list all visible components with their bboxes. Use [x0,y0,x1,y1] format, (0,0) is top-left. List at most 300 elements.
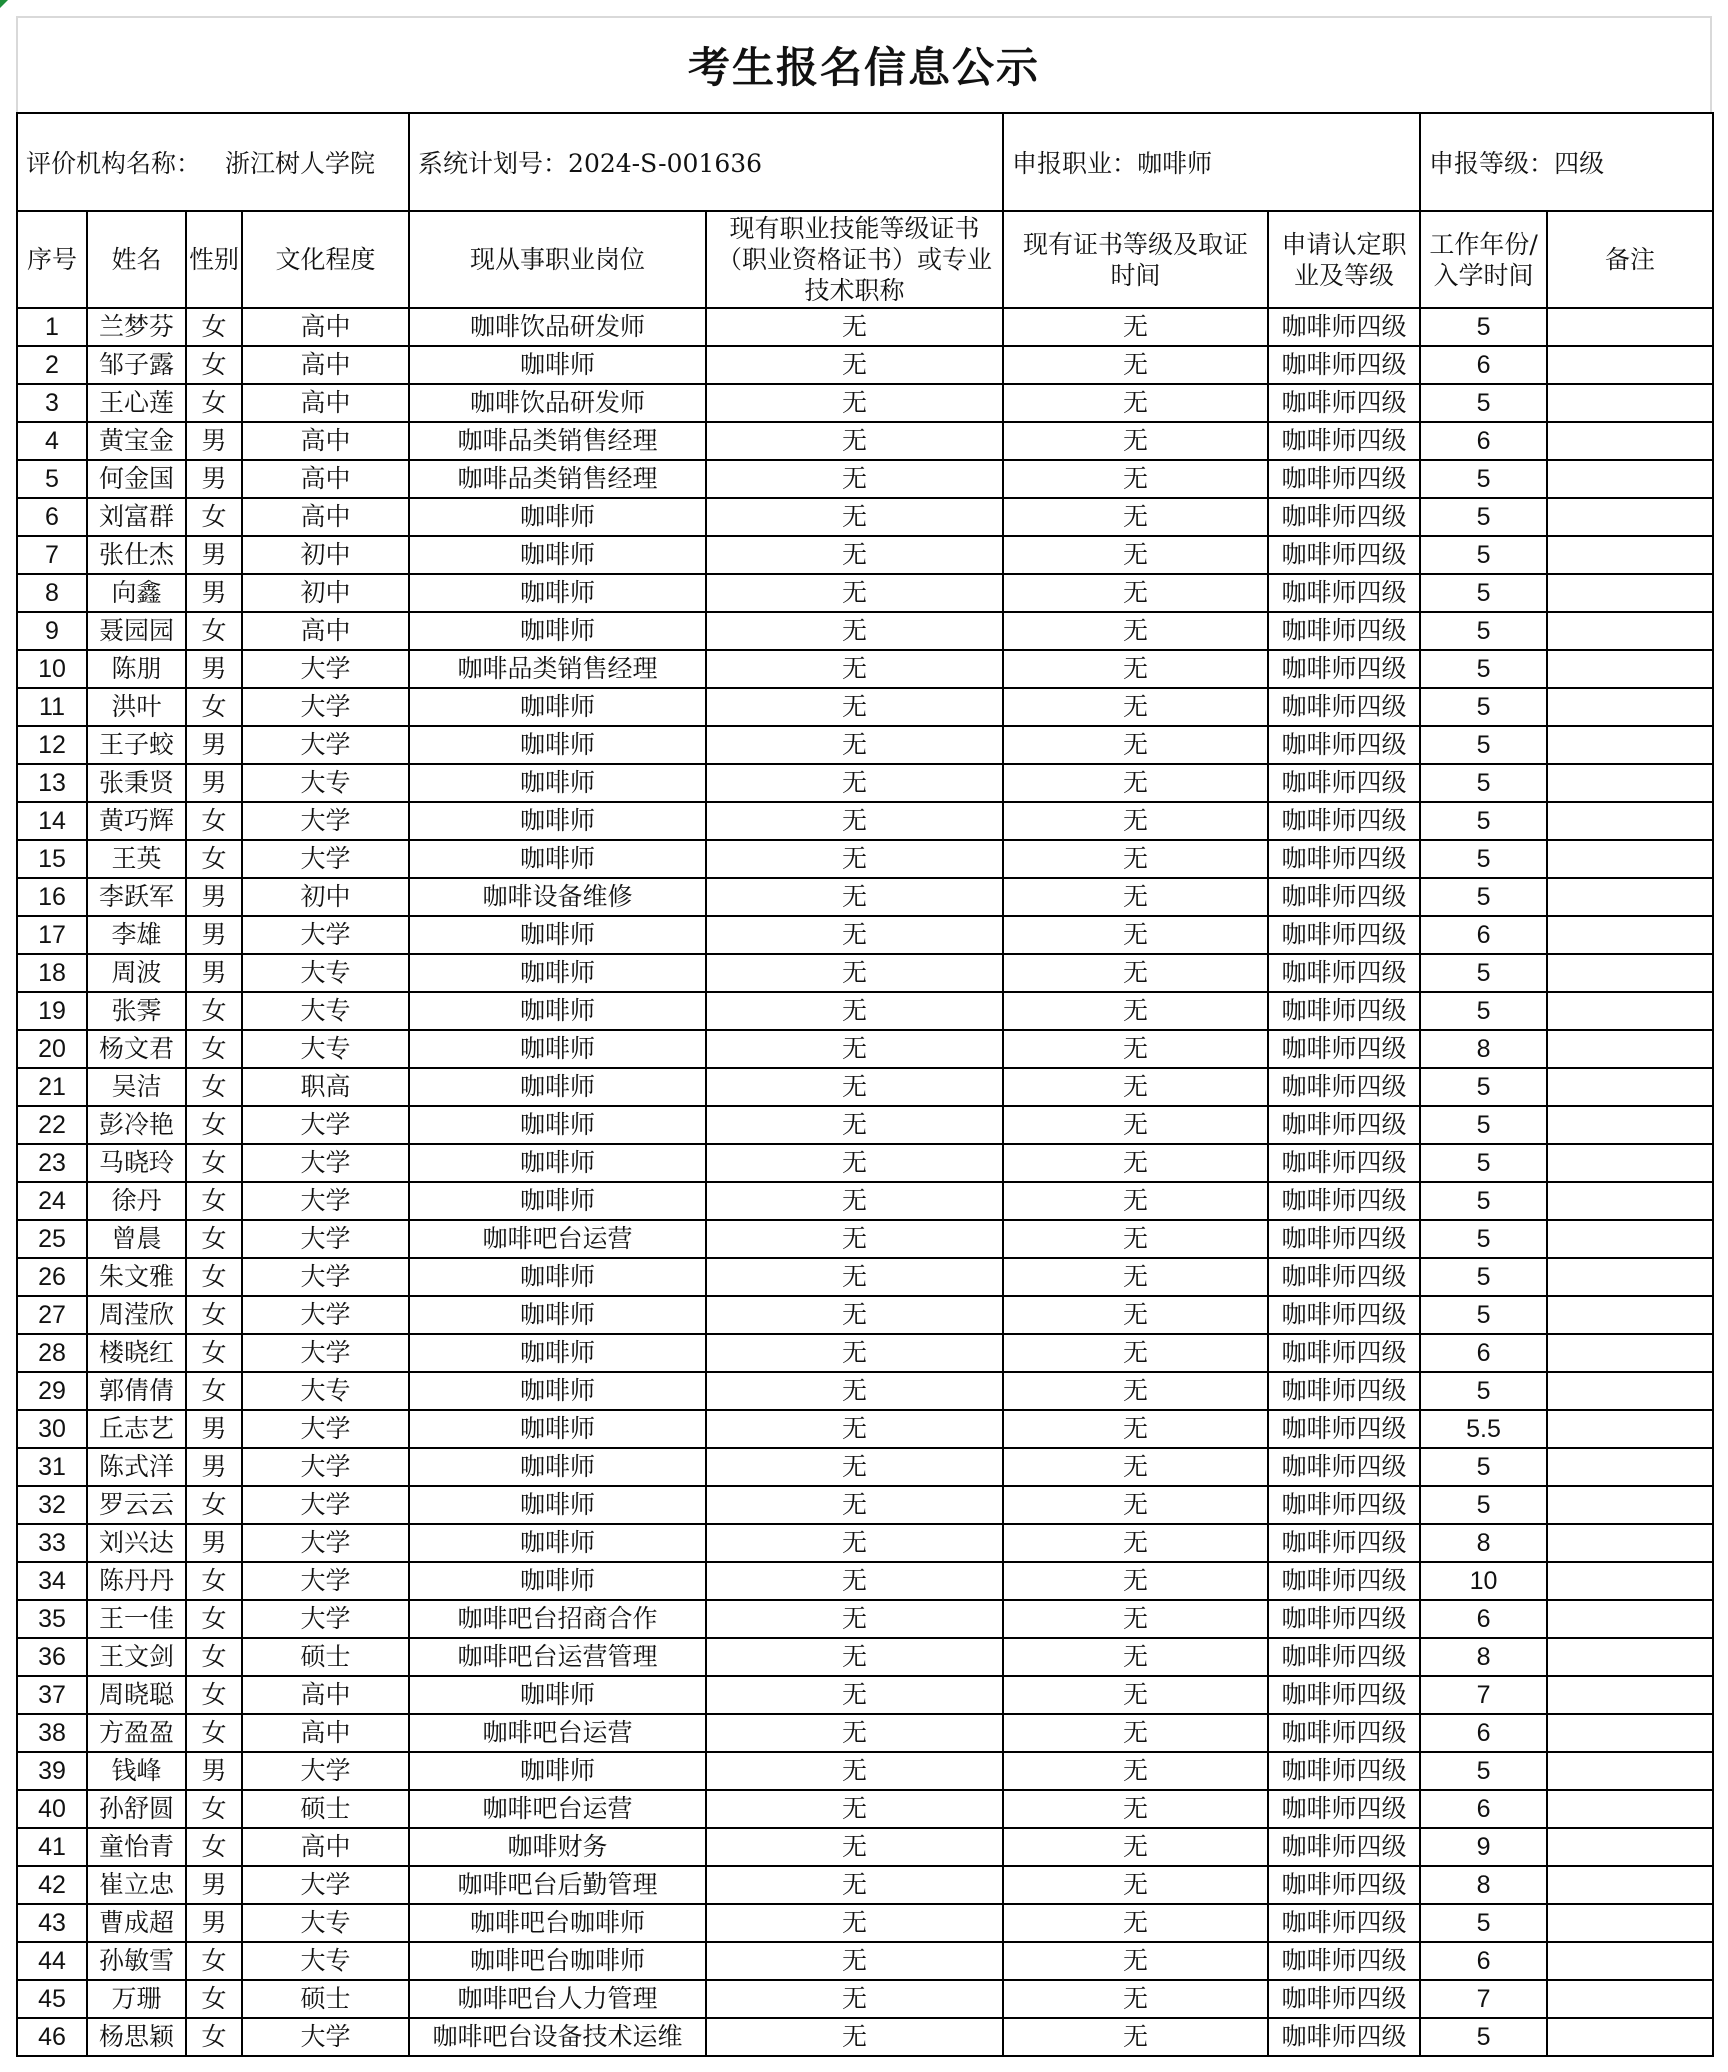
education-cell[interactable]: 大学 [242,1524,409,1562]
apply-level-cell[interactable]: 咖啡师四级 [1268,1714,1420,1752]
remarks-cell[interactable] [1547,574,1713,612]
certificate-cell[interactable]: 无 [706,1220,1003,1258]
index-cell[interactable]: 9 [17,612,87,650]
work-years-cell[interactable]: 5 [1420,384,1547,422]
position-cell[interactable]: 咖啡吧台咖啡师 [409,1904,706,1942]
apply-level-cell[interactable]: 咖啡师四级 [1268,1828,1420,1866]
remarks-cell[interactable] [1547,726,1713,764]
work-years-cell[interactable]: 6 [1420,1790,1547,1828]
work-years-cell[interactable]: 5 [1420,1258,1547,1296]
apply-level-cell[interactable]: 咖啡师四级 [1268,1106,1420,1144]
name-cell[interactable]: 王文剑 [87,1638,186,1676]
remarks-cell[interactable] [1547,422,1713,460]
apply-level-cell[interactable]: 咖啡师四级 [1268,764,1420,802]
certificate-cell[interactable]: 无 [706,1524,1003,1562]
certificate-cell[interactable]: 无 [706,1562,1003,1600]
education-cell[interactable]: 大学 [242,1410,409,1448]
certificate-cell[interactable]: 无 [706,1486,1003,1524]
gender-cell[interactable]: 男 [186,574,242,612]
certificate-cell[interactable]: 无 [706,346,1003,384]
apply-level-cell[interactable]: 咖啡师四级 [1268,1068,1420,1106]
cert-level-date-cell[interactable]: 无 [1003,1220,1268,1258]
apply-level-cell[interactable]: 咖啡师四级 [1268,726,1420,764]
position-cell[interactable]: 咖啡师 [409,1182,706,1220]
gender-cell[interactable]: 男 [186,916,242,954]
work-years-cell[interactable]: 5 [1420,650,1547,688]
remarks-cell[interactable] [1547,878,1713,916]
index-cell[interactable]: 13 [17,764,87,802]
apply-level-cell[interactable]: 咖啡师四级 [1268,1410,1420,1448]
remarks-cell[interactable] [1547,1258,1713,1296]
education-cell[interactable]: 大专 [242,764,409,802]
apply-level-cell[interactable]: 咖啡师四级 [1268,650,1420,688]
gender-cell[interactable]: 男 [186,1448,242,1486]
work-years-cell[interactable]: 10 [1420,1562,1547,1600]
apply-level-cell[interactable]: 咖啡师四级 [1268,1372,1420,1410]
apply-level-cell[interactable]: 咖啡师四级 [1268,954,1420,992]
education-cell[interactable]: 高中 [242,384,409,422]
name-cell[interactable]: 童怡青 [87,1828,186,1866]
plan-cell[interactable] [409,113,1003,211]
index-cell[interactable]: 10 [17,650,87,688]
education-cell[interactable]: 硕士 [242,1790,409,1828]
cert-level-date-cell[interactable]: 无 [1003,1182,1268,1220]
work-years-cell[interactable]: 5 [1420,574,1547,612]
work-years-cell[interactable]: 8 [1420,1030,1547,1068]
cert-level-date-cell[interactable]: 无 [1003,916,1268,954]
cert-level-date-cell[interactable]: 无 [1003,612,1268,650]
education-cell[interactable]: 高中 [242,498,409,536]
gender-cell[interactable]: 女 [186,1372,242,1410]
remarks-cell[interactable] [1547,612,1713,650]
certificate-cell[interactable]: 无 [706,422,1003,460]
apply-level-cell[interactable]: 咖啡师四级 [1268,1866,1420,1904]
certificate-cell[interactable]: 无 [706,1714,1003,1752]
index-cell[interactable]: 44 [17,1942,87,1980]
position-cell[interactable]: 咖啡品类销售经理 [409,460,706,498]
cert-level-date-cell[interactable]: 无 [1003,536,1268,574]
position-cell[interactable]: 咖啡吧台运营管理 [409,1638,706,1676]
work-years-cell[interactable]: 5 [1420,1182,1547,1220]
remarks-cell[interactable] [1547,1638,1713,1676]
cert-level-date-cell[interactable]: 无 [1003,498,1268,536]
certificate-cell[interactable]: 无 [706,1296,1003,1334]
education-cell[interactable]: 大学 [242,1296,409,1334]
work-years-cell[interactable]: 8 [1420,1524,1547,1562]
remarks-cell[interactable] [1547,308,1713,346]
index-cell[interactable]: 40 [17,1790,87,1828]
work-years-cell[interactable]: 5 [1420,612,1547,650]
position-cell[interactable]: 咖啡吧台人力管理 [409,1980,706,2018]
education-cell[interactable]: 大专 [242,1372,409,1410]
remarks-cell[interactable] [1547,2018,1713,2056]
education-cell[interactable]: 大学 [242,1144,409,1182]
remarks-cell[interactable] [1547,346,1713,384]
position-cell[interactable]: 咖啡师 [409,802,706,840]
gender-cell[interactable]: 女 [186,612,242,650]
name-cell[interactable]: 聂园园 [87,612,186,650]
education-cell[interactable]: 高中 [242,460,409,498]
education-cell[interactable]: 大学 [242,1106,409,1144]
education-cell[interactable]: 大专 [242,1942,409,1980]
remarks-cell[interactable] [1547,802,1713,840]
certificate-cell[interactable]: 无 [706,878,1003,916]
work-years-cell[interactable]: 5 [1420,840,1547,878]
name-cell[interactable]: 黄宝金 [87,422,186,460]
remarks-cell[interactable] [1547,1372,1713,1410]
apply-level-cell[interactable]: 咖啡师四级 [1268,1220,1420,1258]
column-header-cert-level-date[interactable]: 现有证书等级及取证时间 [1003,211,1268,308]
position-cell[interactable]: 咖啡师 [409,764,706,802]
index-cell[interactable]: 38 [17,1714,87,1752]
index-cell[interactable]: 3 [17,384,87,422]
position-cell[interactable]: 咖啡品类销售经理 [409,422,706,460]
position-cell[interactable]: 咖啡吧台咖啡师 [409,1942,706,1980]
cert-level-date-cell[interactable]: 无 [1003,1030,1268,1068]
name-cell[interactable]: 兰梦芬 [87,308,186,346]
apply-level-cell[interactable]: 咖啡师四级 [1268,1030,1420,1068]
work-years-cell[interactable]: 5 [1420,878,1547,916]
certificate-cell[interactable]: 无 [706,726,1003,764]
education-cell[interactable]: 初中 [242,574,409,612]
cert-level-date-cell[interactable]: 无 [1003,384,1268,422]
index-cell[interactable]: 2 [17,346,87,384]
cert-level-date-cell[interactable]: 无 [1003,764,1268,802]
name-cell[interactable]: 张仕杰 [87,536,186,574]
name-cell[interactable]: 何金国 [87,460,186,498]
name-cell[interactable]: 彭冷艳 [87,1106,186,1144]
remarks-cell[interactable] [1547,1182,1713,1220]
cert-level-date-cell[interactable]: 无 [1003,1676,1268,1714]
index-cell[interactable]: 21 [17,1068,87,1106]
education-cell[interactable]: 大学 [242,2018,409,2056]
cert-level-date-cell[interactable]: 无 [1003,1258,1268,1296]
index-cell[interactable]: 22 [17,1106,87,1144]
name-cell[interactable]: 崔立忠 [87,1866,186,1904]
name-cell[interactable]: 刘富群 [87,498,186,536]
remarks-cell[interactable] [1547,1942,1713,1980]
certificate-cell[interactable]: 无 [706,1030,1003,1068]
occupation-cell[interactable] [1003,113,1420,211]
gender-cell[interactable]: 男 [186,460,242,498]
index-cell[interactable]: 6 [17,498,87,536]
apply-level-cell[interactable]: 咖啡师四级 [1268,1904,1420,1942]
index-cell[interactable]: 39 [17,1752,87,1790]
remarks-cell[interactable] [1547,954,1713,992]
certificate-cell[interactable]: 无 [706,574,1003,612]
gender-cell[interactable]: 女 [186,1144,242,1182]
name-cell[interactable]: 徐丹 [87,1182,186,1220]
remarks-cell[interactable] [1547,650,1713,688]
cert-level-date-cell[interactable]: 无 [1003,954,1268,992]
index-cell[interactable]: 37 [17,1676,87,1714]
work-years-cell[interactable]: 9 [1420,1828,1547,1866]
gender-cell[interactable]: 女 [186,1790,242,1828]
apply-level-cell[interactable]: 咖啡师四级 [1268,1600,1420,1638]
remarks-cell[interactable] [1547,1980,1713,2018]
position-cell[interactable]: 咖啡吧台招商合作 [409,1600,706,1638]
education-cell[interactable]: 高中 [242,612,409,650]
gender-cell[interactable]: 女 [186,1182,242,1220]
index-cell[interactable]: 30 [17,1410,87,1448]
gender-cell[interactable]: 女 [186,1828,242,1866]
column-header-name[interactable]: 姓名 [87,211,186,308]
apply-level-cell[interactable]: 咖啡师四级 [1268,878,1420,916]
index-cell[interactable]: 27 [17,1296,87,1334]
certificate-cell[interactable]: 无 [706,1334,1003,1372]
cert-level-date-cell[interactable]: 无 [1003,308,1268,346]
title-cell[interactable] [16,16,1712,112]
remarks-cell[interactable] [1547,688,1713,726]
remarks-cell[interactable] [1547,384,1713,422]
position-cell[interactable]: 咖啡师 [409,1448,706,1486]
cert-level-date-cell[interactable]: 无 [1003,1866,1268,1904]
name-cell[interactable]: 洪叶 [87,688,186,726]
name-cell[interactable]: 周晓聪 [87,1676,186,1714]
index-cell[interactable]: 35 [17,1600,87,1638]
cert-level-date-cell[interactable]: 无 [1003,574,1268,612]
remarks-cell[interactable] [1547,498,1713,536]
name-cell[interactable]: 丘志艺 [87,1410,186,1448]
index-cell[interactable]: 20 [17,1030,87,1068]
remarks-cell[interactable] [1547,460,1713,498]
name-cell[interactable]: 杨思颖 [87,2018,186,2056]
certificate-cell[interactable]: 无 [706,1372,1003,1410]
name-cell[interactable]: 陈式洋 [87,1448,186,1486]
remarks-cell[interactable] [1547,1714,1713,1752]
work-years-cell[interactable]: 5 [1420,1904,1547,1942]
apply-level-cell[interactable]: 咖啡师四级 [1268,498,1420,536]
education-cell[interactable]: 大学 [242,650,409,688]
index-cell[interactable]: 31 [17,1448,87,1486]
certificate-cell[interactable]: 无 [706,916,1003,954]
apply-level-cell[interactable]: 咖啡师四级 [1268,1486,1420,1524]
gender-cell[interactable]: 女 [186,1714,242,1752]
gender-cell[interactable]: 女 [186,1296,242,1334]
certificate-cell[interactable]: 无 [706,1752,1003,1790]
certificate-cell[interactable]: 无 [706,1980,1003,2018]
education-cell[interactable]: 大学 [242,916,409,954]
certificate-cell[interactable]: 无 [706,1828,1003,1866]
certificate-cell[interactable]: 无 [706,1904,1003,1942]
name-cell[interactable]: 孙舒圆 [87,1790,186,1828]
work-years-cell[interactable]: 5 [1420,954,1547,992]
name-cell[interactable]: 周波 [87,954,186,992]
cert-level-date-cell[interactable]: 无 [1003,1980,1268,2018]
work-years-cell[interactable]: 6 [1420,1714,1547,1752]
index-cell[interactable]: 18 [17,954,87,992]
gender-cell[interactable]: 男 [186,764,242,802]
position-cell[interactable]: 咖啡师 [409,346,706,384]
position-cell[interactable]: 咖啡师 [409,1144,706,1182]
certificate-cell[interactable]: 无 [706,688,1003,726]
cert-level-date-cell[interactable]: 无 [1003,840,1268,878]
work-years-cell[interactable]: 6 [1420,1334,1547,1372]
name-cell[interactable]: 李雄 [87,916,186,954]
work-years-cell[interactable]: 5 [1420,688,1547,726]
gender-cell[interactable]: 男 [186,1524,242,1562]
cert-level-date-cell[interactable]: 无 [1003,2018,1268,2056]
remarks-cell[interactable] [1547,1334,1713,1372]
index-cell[interactable]: 15 [17,840,87,878]
position-cell[interactable]: 咖啡吧台设备技术运维 [409,2018,706,2056]
name-cell[interactable]: 曾晨 [87,1220,186,1258]
education-cell[interactable]: 职高 [242,1068,409,1106]
certificate-cell[interactable]: 无 [706,1448,1003,1486]
index-cell[interactable]: 8 [17,574,87,612]
work-years-cell[interactable]: 8 [1420,1866,1547,1904]
apply-level-cell[interactable]: 咖啡师四级 [1268,384,1420,422]
certificate-cell[interactable]: 无 [706,840,1003,878]
index-cell[interactable]: 43 [17,1904,87,1942]
name-cell[interactable]: 陈丹丹 [87,1562,186,1600]
work-years-cell[interactable]: 5 [1420,1448,1547,1486]
position-cell[interactable]: 咖啡品类销售经理 [409,650,706,688]
certificate-cell[interactable]: 无 [706,1068,1003,1106]
index-cell[interactable]: 34 [17,1562,87,1600]
apply-level-cell[interactable]: 咖啡师四级 [1268,1448,1420,1486]
position-cell[interactable]: 咖啡师 [409,954,706,992]
certificate-cell[interactable]: 无 [706,1410,1003,1448]
certificate-cell[interactable]: 无 [706,650,1003,688]
certificate-cell[interactable]: 无 [706,1942,1003,1980]
index-cell[interactable]: 32 [17,1486,87,1524]
gender-cell[interactable]: 女 [186,1638,242,1676]
education-cell[interactable]: 大专 [242,1030,409,1068]
cert-level-date-cell[interactable]: 无 [1003,422,1268,460]
apply-level-cell[interactable]: 咖啡师四级 [1268,688,1420,726]
position-cell[interactable]: 咖啡师 [409,1410,706,1448]
education-cell[interactable]: 高中 [242,346,409,384]
position-cell[interactable]: 咖啡师 [409,1068,706,1106]
gender-cell[interactable]: 女 [186,1068,242,1106]
name-cell[interactable]: 朱文雅 [87,1258,186,1296]
name-cell[interactable]: 罗云云 [87,1486,186,1524]
certificate-cell[interactable]: 无 [706,612,1003,650]
certificate-cell[interactable]: 无 [706,764,1003,802]
certificate-cell[interactable]: 无 [706,308,1003,346]
cert-level-date-cell[interactable]: 无 [1003,878,1268,916]
position-cell[interactable]: 咖啡吧台运营 [409,1220,706,1258]
name-cell[interactable]: 向鑫 [87,574,186,612]
work-years-cell[interactable]: 7 [1420,1676,1547,1714]
position-cell[interactable]: 咖啡设备维修 [409,878,706,916]
apply-level-cell[interactable]: 咖啡师四级 [1268,1296,1420,1334]
work-years-cell[interactable]: 5 [1420,498,1547,536]
remarks-cell[interactable] [1547,1828,1713,1866]
remarks-cell[interactable] [1547,1144,1713,1182]
name-cell[interactable]: 王心莲 [87,384,186,422]
cert-level-date-cell[interactable]: 无 [1003,650,1268,688]
apply-level-cell[interactable]: 咖啡师四级 [1268,1334,1420,1372]
work-years-cell[interactable]: 5 [1420,1296,1547,1334]
work-years-cell[interactable]: 8 [1420,1638,1547,1676]
remarks-cell[interactable] [1547,1866,1713,1904]
index-cell[interactable]: 25 [17,1220,87,1258]
name-cell[interactable]: 郭倩倩 [87,1372,186,1410]
apply-level-cell[interactable]: 咖啡师四级 [1268,1182,1420,1220]
work-years-cell[interactable]: 5 [1420,1372,1547,1410]
column-header-position[interactable]: 现从事职业岗位 [409,211,706,308]
remarks-cell[interactable] [1547,1790,1713,1828]
gender-cell[interactable]: 女 [186,1106,242,1144]
position-cell[interactable]: 咖啡吧台运营 [409,1714,706,1752]
work-years-cell[interactable]: 5 [1420,1144,1547,1182]
position-cell[interactable]: 咖啡师 [409,1106,706,1144]
apply-level-cell[interactable]: 咖啡师四级 [1268,840,1420,878]
gender-cell[interactable]: 男 [186,954,242,992]
education-cell[interactable]: 大学 [242,1220,409,1258]
apply-level-cell[interactable]: 咖啡师四级 [1268,1638,1420,1676]
certificate-cell[interactable]: 无 [706,1144,1003,1182]
position-cell[interactable]: 咖啡师 [409,1030,706,1068]
gender-cell[interactable]: 女 [186,1980,242,2018]
apply-level-cell[interactable]: 咖啡师四级 [1268,1980,1420,2018]
remarks-cell[interactable] [1547,1296,1713,1334]
cert-level-date-cell[interactable]: 无 [1003,1828,1268,1866]
position-cell[interactable]: 咖啡师 [409,574,706,612]
work-years-cell[interactable]: 5 [1420,764,1547,802]
certificate-cell[interactable]: 无 [706,498,1003,536]
position-cell[interactable]: 咖啡师 [409,688,706,726]
remarks-cell[interactable] [1547,1220,1713,1258]
certificate-cell[interactable]: 无 [706,1866,1003,1904]
remarks-cell[interactable] [1547,916,1713,954]
index-cell[interactable]: 5 [17,460,87,498]
name-cell[interactable]: 吴洁 [87,1068,186,1106]
work-years-cell[interactable]: 5 [1420,460,1547,498]
position-cell[interactable]: 咖啡师 [409,1258,706,1296]
certificate-cell[interactable]: 无 [706,1600,1003,1638]
cert-level-date-cell[interactable]: 无 [1003,1334,1268,1372]
index-cell[interactable]: 17 [17,916,87,954]
index-cell[interactable]: 11 [17,688,87,726]
column-header-work-years[interactable]: 工作年份/入学时间 [1420,211,1547,308]
gender-cell[interactable]: 男 [186,536,242,574]
index-cell[interactable]: 4 [17,422,87,460]
index-cell[interactable]: 1 [17,308,87,346]
name-cell[interactable]: 张秉贤 [87,764,186,802]
index-cell[interactable]: 14 [17,802,87,840]
position-cell[interactable]: 咖啡师 [409,1296,706,1334]
index-cell[interactable]: 19 [17,992,87,1030]
remarks-cell[interactable] [1547,1486,1713,1524]
name-cell[interactable]: 方盈盈 [87,1714,186,1752]
apply-level-cell[interactable]: 咖啡师四级 [1268,1144,1420,1182]
cert-level-date-cell[interactable]: 无 [1003,346,1268,384]
gender-cell[interactable]: 男 [186,650,242,688]
index-cell[interactable]: 28 [17,1334,87,1372]
name-cell[interactable]: 邹子露 [87,346,186,384]
index-cell[interactable]: 24 [17,1182,87,1220]
work-years-cell[interactable]: 5.5 [1420,1410,1547,1448]
gender-cell[interactable]: 女 [186,1334,242,1372]
cert-level-date-cell[interactable]: 无 [1003,1372,1268,1410]
certificate-cell[interactable]: 无 [706,460,1003,498]
work-years-cell[interactable]: 5 [1420,1486,1547,1524]
gender-cell[interactable]: 男 [186,878,242,916]
cert-level-date-cell[interactable]: 无 [1003,460,1268,498]
work-years-cell[interactable]: 5 [1420,308,1547,346]
certificate-cell[interactable]: 无 [706,1638,1003,1676]
education-cell[interactable]: 高中 [242,1676,409,1714]
remarks-cell[interactable] [1547,1410,1713,1448]
apply-level-cell[interactable]: 咖啡师四级 [1268,536,1420,574]
cert-level-date-cell[interactable]: 无 [1003,1942,1268,1980]
remarks-cell[interactable] [1547,1068,1713,1106]
name-cell[interactable]: 刘兴达 [87,1524,186,1562]
gender-cell[interactable]: 男 [186,422,242,460]
